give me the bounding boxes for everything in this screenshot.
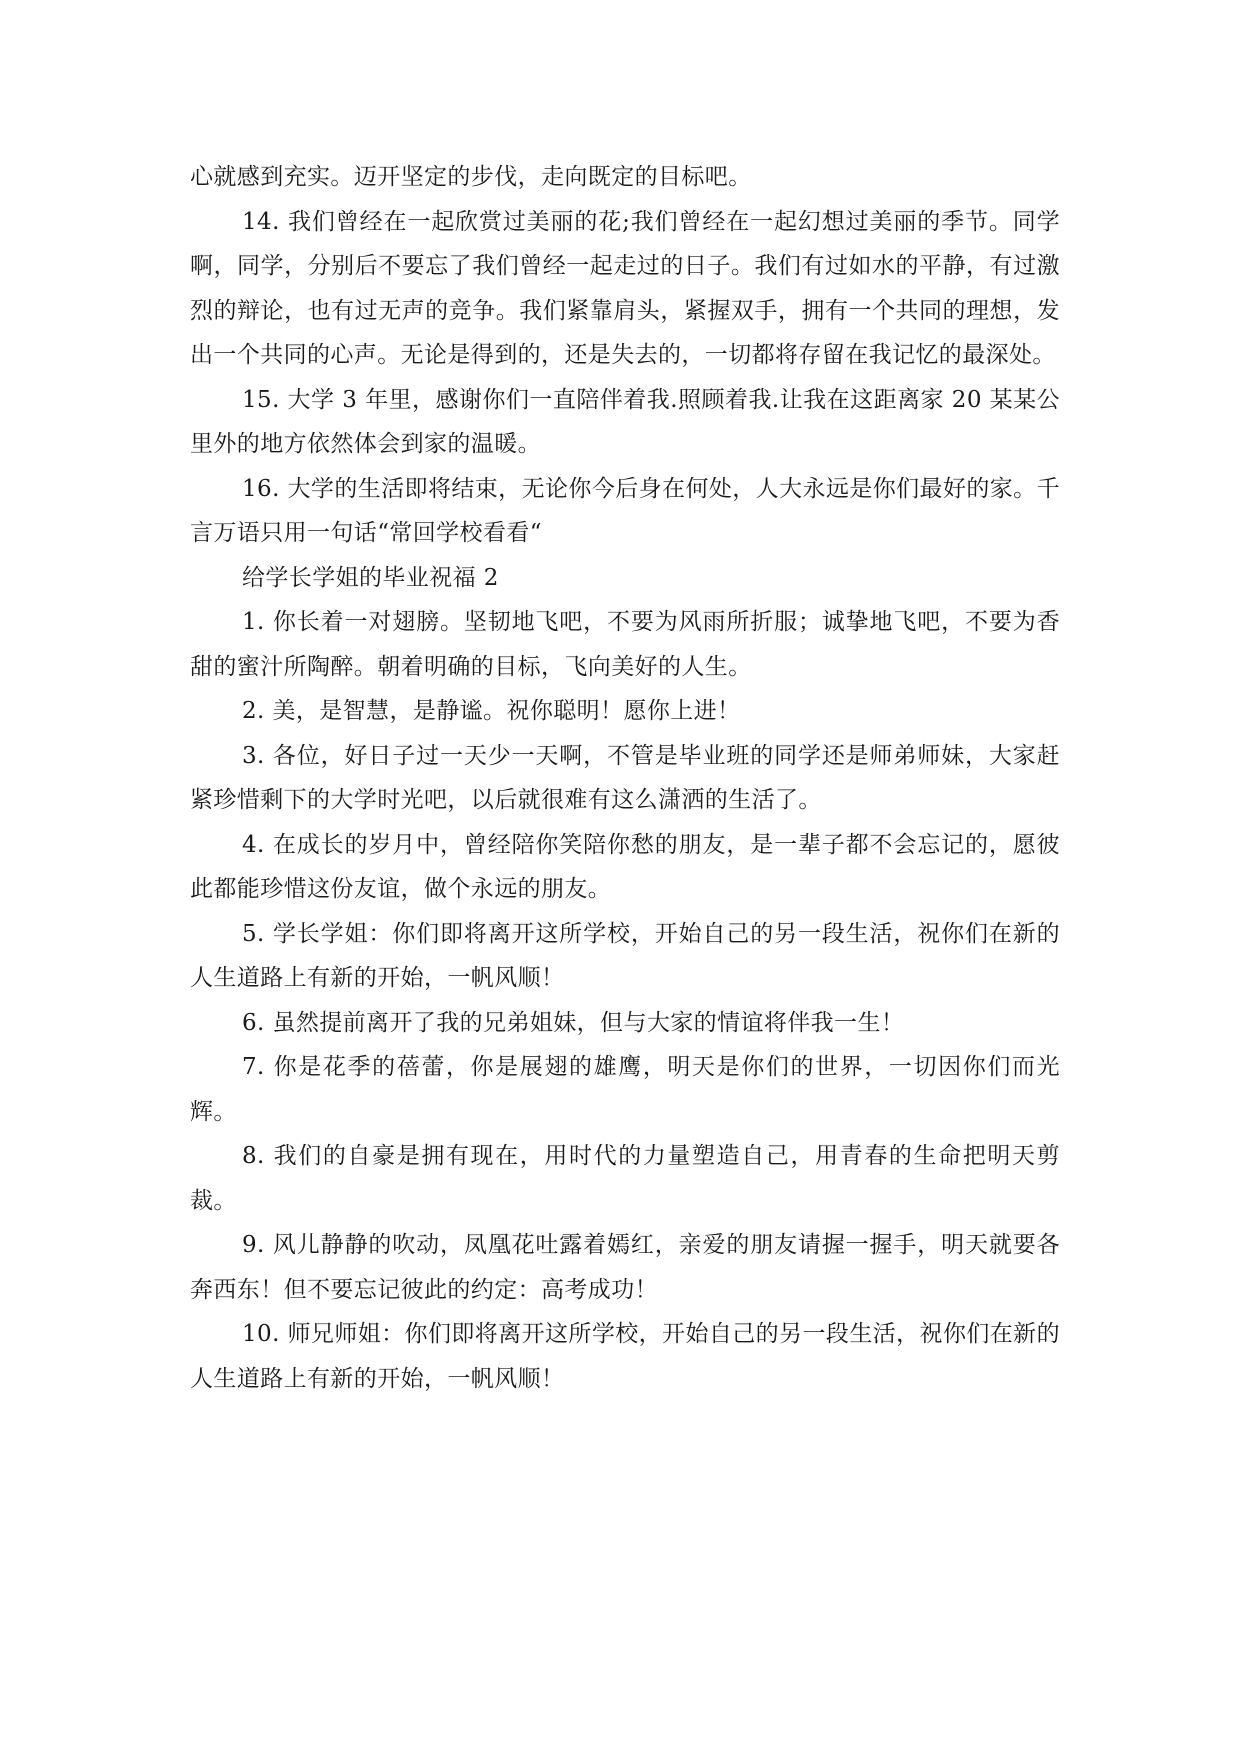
paragraph-5: 5. 学长学姐：你们即将离开这所学校，开始自己的另一段生活，祝你们在新的人生道路上有新的开始，一帆风顺！: [190, 920, 1060, 991]
paragraph-4: 4. 在成长的岁月中，曾经陪你笑陪你愁的朋友，是一辈子都不会忘记的，愿彼此都能珍惜这份友谊，做个永远的朋友。: [190, 831, 1060, 902]
paragraph-2: 2. 美，是智慧，是静谧。祝你聪明！愿你上进！: [242, 698, 741, 724]
paragraph-16: 16. 大学的生活即将结束，无论你今后身在何处，人大永远是你们最好的家。千言万语只用一句话“常回学校看看“: [190, 475, 1060, 546]
paragraph-7: 7. 你是花季的蓓蕾，你是展翅的雄鹰，明天是你们的世界，一切因你们而光辉。: [190, 1054, 1060, 1125]
section-heading: 给学长学姐的毕业祝福 2: [242, 564, 499, 591]
paragraph-3: 3. 各位，好日子过一天少一天啊，不管是毕业班的同学还是师弟师妹，大家赶紧珍惜剩下的大学时光吧，以后就很难有这么潇洒的生活了。: [190, 742, 1060, 813]
paragraph-10: 10. 师兄师姐：你们即将离开这所学校，开始自己的另一段生活，祝你们在新的人生道路上有新的开始，一帆风顺！: [190, 1321, 1060, 1392]
paragraph-continuation: 心就感到充实。迈开坚定的步伐，走向既定的目标吧。: [190, 164, 752, 190]
paragraph-6: 6. 虽然提前离开了我的兄弟姐妹，但与大家的情谊将伴我一生！: [242, 1009, 905, 1036]
paragraph-14: 14. 我们曾经在一起欣赏过美丽的花;我们曾经在一起幻想过美丽的季节。同学啊，同学，分别后不要忘了我们曾经一起走过的日子。我们有过如水的平静，有过激烈的辩论，也有过无声的竞争。我们紧靠肩头，紧握双手，拥有一个共同的理想，发出一个共同的心声。无论是得到的，还是失去的，一切都将存留在我记忆的最深处。: [190, 208, 1060, 368]
paragraph-1: 1. 你长着一对翅膀。坚韧地飞吧，不要为风雨所折服；诚挚地飞吧，不要为香甜的蜜汁所陶醉。朝着明确的目标，飞向美好的人生。: [190, 609, 1060, 680]
paragraph-8: 8. 我们的自豪是拥有现在，用时代的力量塑造自己，用青春的生命把明天剪裁。: [190, 1143, 1060, 1214]
document-body: [190, 155, 1060, 1401]
paragraph-15: 15. 大学 3 年里，感谢你们一直陪伴着我.照顾着我.让我在这距离家 20 某某公里外的地方依然体会到家的温暖。: [190, 386, 1060, 457]
paragraph-9: 9. 风儿静静的吹动，凤凰花吐露着嫣红，亲爱的朋友请握一握手，明天就要各奔西东！但不要忘记彼此的约定：高考成功！: [190, 1232, 1060, 1303]
